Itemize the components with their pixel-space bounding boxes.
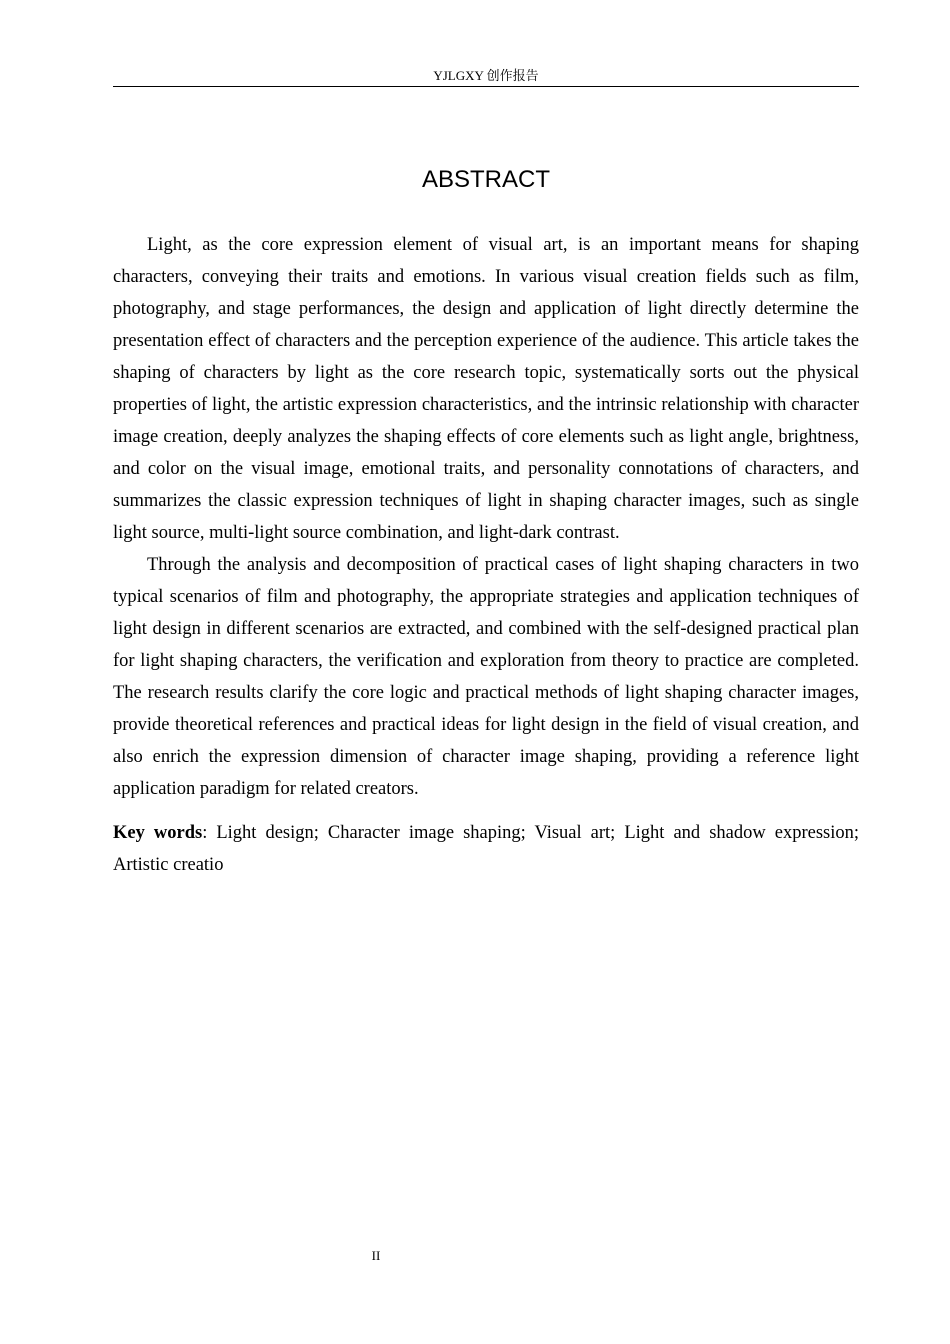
header-divider <box>113 86 859 87</box>
page-number: II <box>371 1248 381 1263</box>
abstract-paragraph-1: Light, as the core expression element of visual art, is an important means for shaping characters, conveying their traits and emotions. In various visual creation fields such as film, photography, and stage performances, the design and application of light directly determine the presentation effect of characters and the perception experience of the audience. This article takes the shaping of characters by light as the core research topic, systematically sorts out the physical properties of light, the artistic expression characteristics, and the intrinsic relationship with character image creation, deeply analyzes the shaping effects of core elements such as light angle, brightness, and color on the visual image, emotional traits, and personality connotations of characters, and summarizes the classic expression techniques of light in shaping character images, such as single light source, multi-light source combination, and light-dark contrast. <box>113 235 859 543</box>
abstract-body <box>113 229 859 881</box>
keywords-text: Light design; Character image shaping; Visual art; Light and shadow expression; Artistic creatio <box>113 823 859 875</box>
running-header: YJLGXY 创作报告 <box>433 68 539 83</box>
keywords-separator: : <box>202 823 217 843</box>
abstract-paragraph-2: Through the analysis and decomposition of practical cases of light shaping characters in two typical scenarios of film and photography, the appropriate strategies and application techniques of light design in different scenarios are extracted, and combined with the self-designed practical plan for light shaping characters, the verification and exploration from theory to practice are completed. The research results clarify the core logic and practical methods of light shaping character images, provide theoretical references and practical ideas for light design in the field of visual creation, and also enrich the expression dimension of character image shaping, providing a reference light application paradigm for related creators. <box>113 555 859 799</box>
page-title: ABSTRACT <box>421 166 550 193</box>
keywords-label: Key words <box>113 823 203 843</box>
keywords-line <box>113 817 859 881</box>
